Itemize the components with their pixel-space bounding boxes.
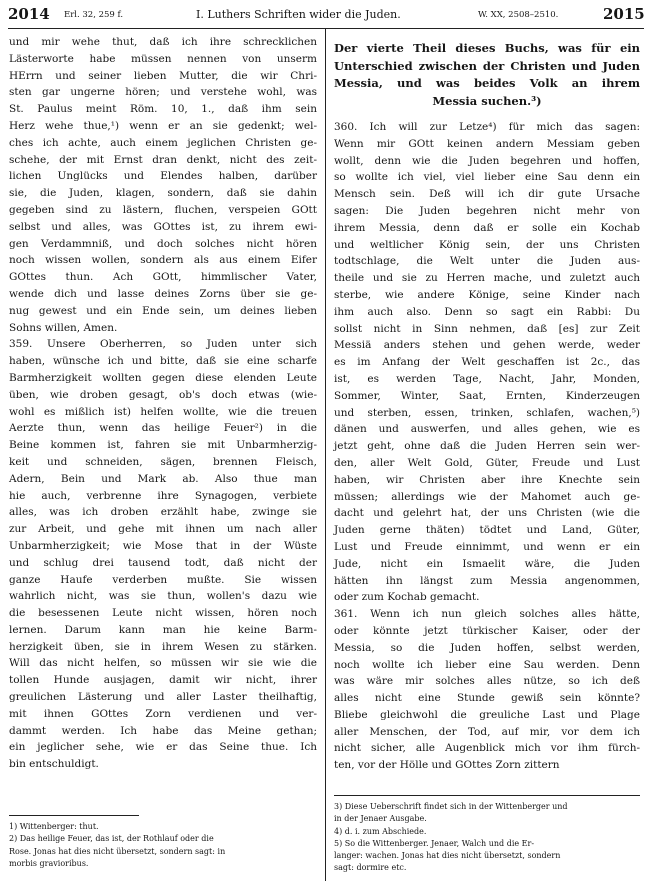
text-line: wohl es mißlich ist) helfen wollte, wie die treuen bbox=[9, 405, 317, 418]
text-line: Messiä anders stehen und gehen werde, weder bbox=[334, 339, 640, 352]
text-line: Herz wehe thue,¹) wenn er an sie gedenkt; wel- bbox=[9, 119, 317, 132]
text-line: Wenn mir GOtt keinen andern Messiam geben bbox=[334, 137, 640, 150]
text-line: nug gewest und ein Ende sein, um deines lieben bbox=[9, 304, 317, 317]
text-line: ten, vor der Hölle und GOttes Zorn zittern bbox=[334, 759, 560, 772]
text-line: ches ich achte, auch einem jeglichen Christen ge- bbox=[9, 136, 317, 149]
text-line: und schlug drei tausend todt, daß nicht der bbox=[9, 556, 317, 569]
text-line: todtschlage, die Welt unter die Juden aus- bbox=[334, 255, 640, 268]
footnote-line: 2) Das heilige Feuer, das ist, der Rothlauf oder die bbox=[9, 834, 214, 844]
text-line: ihrem Messia, denn daß er solle ein Kochab bbox=[334, 221, 640, 234]
text-line: so wollte ich viel, viel lieber eine Sau denn ein bbox=[334, 171, 640, 184]
text-line: was wäre mir solches alles nütze, so ich deß bbox=[334, 675, 640, 688]
text-line: dammt werden. Ich habe das Meine gethan; bbox=[9, 724, 317, 737]
text-line: herzigkeit üben, sie in ihrem Wesen zu stärken. bbox=[9, 640, 317, 653]
text-line: Barmherzigkeit wollten gegen diese elenden Leute bbox=[9, 371, 317, 384]
text-line: jetzt geht, ohne daß die Juden Herren sein wer- bbox=[334, 440, 640, 453]
text-line: zur Arbeit, und gehe mit ihnen um nach aller bbox=[9, 523, 317, 536]
left-footnote-rule bbox=[9, 815, 139, 816]
text-line: haben, wir Christen aber ihre Knechte sein bbox=[334, 473, 640, 486]
text-line: Sommer, Winter, Saat, Ernten, Kinderzeugen bbox=[334, 389, 640, 402]
text-line: nicht sicher, alle Augenblick mich vor ihm fürch- bbox=[334, 742, 640, 755]
text-line: Lust und Freude einnimmt, und wenn er ein bbox=[334, 540, 640, 553]
edition-reference-left: Erl. 32, 259 f. bbox=[64, 10, 124, 20]
text-line: gen Verdammniß, und doch solches nicht hören bbox=[9, 237, 317, 250]
text-line: aller Menschen, der Tod, auf mir, vor dem ich bbox=[334, 725, 640, 738]
text-line: mit ihnen GOttes Zorn verdienen und ver- bbox=[9, 707, 317, 720]
left-footnotes bbox=[9, 821, 317, 870]
text-line: schehe, der mit Ernst dran denkt, nicht des zeit- bbox=[9, 153, 317, 166]
text-line: oder zum Kochab gemacht. bbox=[334, 591, 480, 604]
text-line: dänen und auswerfen, und alles gehen, wie es bbox=[334, 423, 640, 436]
text-line: Unbarmherzigkeit; wie Mose that in der Wüste bbox=[9, 539, 317, 552]
text-line: Beine kommen ist, fahren sie mit Unbarmherzig- bbox=[9, 439, 317, 452]
text-line: dacht und gelehrt hat, der uns Christen (wie die bbox=[334, 507, 640, 520]
text-line: tollen Hunde ausjagen, damit wir nicht, ihrer bbox=[9, 674, 317, 687]
text-line: gegeben sind zu lästern, fluchen, verspeien GOtt bbox=[9, 203, 317, 216]
text-line: müssen; allerdings wie der Mahomet auch ge- bbox=[334, 490, 640, 503]
text-line: Mensch sein. Deß will ich dir gute Ursache bbox=[334, 188, 640, 201]
text-line: keit und schneiden, sägen, brennen Fleisch, bbox=[9, 455, 317, 468]
heading-line: Messia suchen.³) bbox=[432, 93, 542, 108]
header-rule bbox=[8, 28, 644, 29]
text-line: Sohns willen, Amen. bbox=[9, 321, 118, 334]
footnote-line: Rose. Jonas hat dies nicht übersetzt, sondern sagt: in bbox=[9, 846, 226, 856]
text-line: Aerzte thun, wenn das heilige Feuer²) in die bbox=[9, 422, 317, 435]
text-line: ist, es werden Tage, Nacht, Jahr, Monden, bbox=[334, 372, 640, 385]
footnote-line: langer: wachen. Jonas hat dies nicht übersetzt, sondern bbox=[334, 851, 561, 861]
text-line: es im Anfang der Welt geschaffen ist 2c., das bbox=[334, 356, 640, 369]
edition-reference-right: W. XX, 2508–2510. bbox=[478, 10, 559, 20]
text-line: wahrlich nicht, was sie thun, wollen's dazu wie bbox=[9, 590, 317, 603]
text-line: selbst und alles, was GOttes ist, zu ihrem ewi- bbox=[9, 220, 317, 233]
text-line: den, aller Welt Gold, Güter, Freude und Lust bbox=[334, 456, 640, 469]
right-column-text bbox=[334, 119, 640, 774]
footnote-line: 1) Wittenberger: thut. bbox=[9, 822, 99, 831]
footnote-line: 5) So die Wittenberger. Jenaer, Walch und die Er- bbox=[334, 838, 535, 848]
text-line: sie, die Juden, klagen, sondern, daß sie dahin bbox=[9, 187, 317, 200]
text-line: theile und sie zu Herren mache, und zuletzt auch bbox=[334, 272, 640, 285]
text-line: 359. Unsere Oberherren, so Juden unter sich bbox=[9, 338, 317, 351]
section-heading bbox=[334, 40, 640, 110]
text-line: 361. Wenn ich nun gleich solches alles hätte, bbox=[334, 608, 640, 621]
text-line: ein jeglicher sehe, wie er das Seine thue. Ich bbox=[9, 741, 317, 754]
text-line: sterbe, wie andere Könige, seine Kinder nach bbox=[334, 288, 640, 301]
page-number-left: 2014 bbox=[8, 5, 50, 23]
column-divider bbox=[325, 29, 326, 881]
text-line: die besessenen Leute nicht wissen, hören noch bbox=[9, 607, 317, 620]
text-line: noch wissen wollen, sondern als aus einem Eifer bbox=[9, 254, 317, 267]
text-line: Bliebe gleichwohl die greuliche Last und Plage bbox=[334, 708, 640, 721]
text-line: 360. Ich will zur Letze⁴) für mich das sagen: bbox=[334, 121, 640, 133]
text-line: Juden gerne thäten) tödtet und Land, Güter, bbox=[334, 524, 640, 537]
text-line: und sterben, essen, trinken, schlafen, wachen,⁵) bbox=[334, 406, 640, 419]
text-line: üben, wie droben gesagt, ob's doch etwas (wie- bbox=[9, 388, 317, 401]
text-line: alles, was ich droben erzählt habe, zwinge sie bbox=[9, 506, 317, 519]
text-line: GOttes thun. Ach GOtt, himmlischer Vater, bbox=[9, 271, 317, 284]
heading-line: Messia, und was beides Volk an ihrem bbox=[334, 76, 640, 90]
text-line: St. Paulus meint Röm. 10, 1., daß ihm sein bbox=[9, 103, 317, 116]
text-line: und mir wehe thut, daß ich ihre schrecklichen bbox=[9, 36, 317, 48]
text-line: wollt, denn wie die Juden begehren und hoffen, bbox=[334, 154, 640, 167]
text-line: sagen: Die Juden begehren nicht mehr von bbox=[334, 204, 640, 217]
text-line: HErrn und seiner lieben Mutter, die wir Chri- bbox=[9, 69, 317, 82]
text-line: alles nicht eine Stunde gewiß sein könnte? bbox=[334, 692, 640, 705]
text-line: Messia, so die Juden hoffen, selbst werden, bbox=[334, 641, 640, 654]
text-line: oder könnte jetzt türkischer Kaiser, oder der bbox=[334, 624, 640, 637]
heading-line: Unterschied zwischen der Christen und Juden bbox=[334, 58, 640, 73]
right-footnotes bbox=[334, 801, 640, 875]
text-line: wende dich und lasse deines Zorns über sie ge- bbox=[9, 287, 317, 300]
left-column-text bbox=[9, 34, 317, 773]
text-line: lichen Unglücks und Elendes halben, darüber bbox=[9, 170, 317, 183]
footnote-line: 4) d. i. zum Abschiede. bbox=[334, 826, 427, 836]
text-line: Lästerworte habe müssen nennen von unserm bbox=[9, 52, 317, 65]
footnote-line: sagt: dormire etc. bbox=[334, 863, 407, 873]
text-line: Adern, Bein und Mark ab. Also thue man bbox=[9, 472, 317, 485]
text-line: hätten ihn längst zum Messia angenommen, bbox=[334, 574, 640, 587]
text-line: Jude, nicht ein Ismaelit wäre, die Juden bbox=[334, 557, 640, 570]
footnote-line: morbis gravioribus. bbox=[9, 858, 89, 868]
heading-line: Der vierte Theil dieses Buchs, was für ein bbox=[334, 41, 640, 55]
text-line: und weltlicher König sein, der uns Christen bbox=[334, 238, 640, 251]
text-line: ganze Haufe verderben mußte. Sie wissen bbox=[9, 573, 317, 586]
text-line: sten gar ungerne hören; und verstehe wohl, was bbox=[9, 86, 317, 99]
footnote-line: in der Jenaer Ausgabe. bbox=[334, 814, 427, 824]
text-line: bin entschuldigt. bbox=[9, 758, 99, 771]
text-line: Will das nicht helfen, so müssen wir sie wie die bbox=[9, 657, 317, 670]
text-line: greulichen Lästerung und aller Laster theilhaftig, bbox=[9, 691, 317, 704]
page-number-right: 2015 bbox=[603, 5, 645, 23]
text-line: sollst nicht in Sinn nehmen, daß [es] zur Zeit bbox=[334, 322, 640, 335]
text-line: noch wollte ich lieber eine Sau werden. Denn bbox=[334, 658, 640, 671]
text-line: hie auch, verbrenne ihre Synagogen, verbiete bbox=[9, 489, 317, 502]
text-line: lernen. Darum kann man hie keine Barm- bbox=[9, 623, 317, 636]
text-line: ihm auch also. Denn so sagt ein Rabbi: Du bbox=[334, 305, 640, 318]
running-title: I. Luthers Schriften wider die Juden. bbox=[196, 8, 401, 21]
text-line: haben, wünsche ich und bitte, daß sie eine scharfe bbox=[9, 355, 317, 368]
right-footnote-rule bbox=[334, 795, 640, 796]
footnote-line: 3) Diese Ueberschrift findet sich in der Wittenberger und bbox=[334, 802, 568, 811]
